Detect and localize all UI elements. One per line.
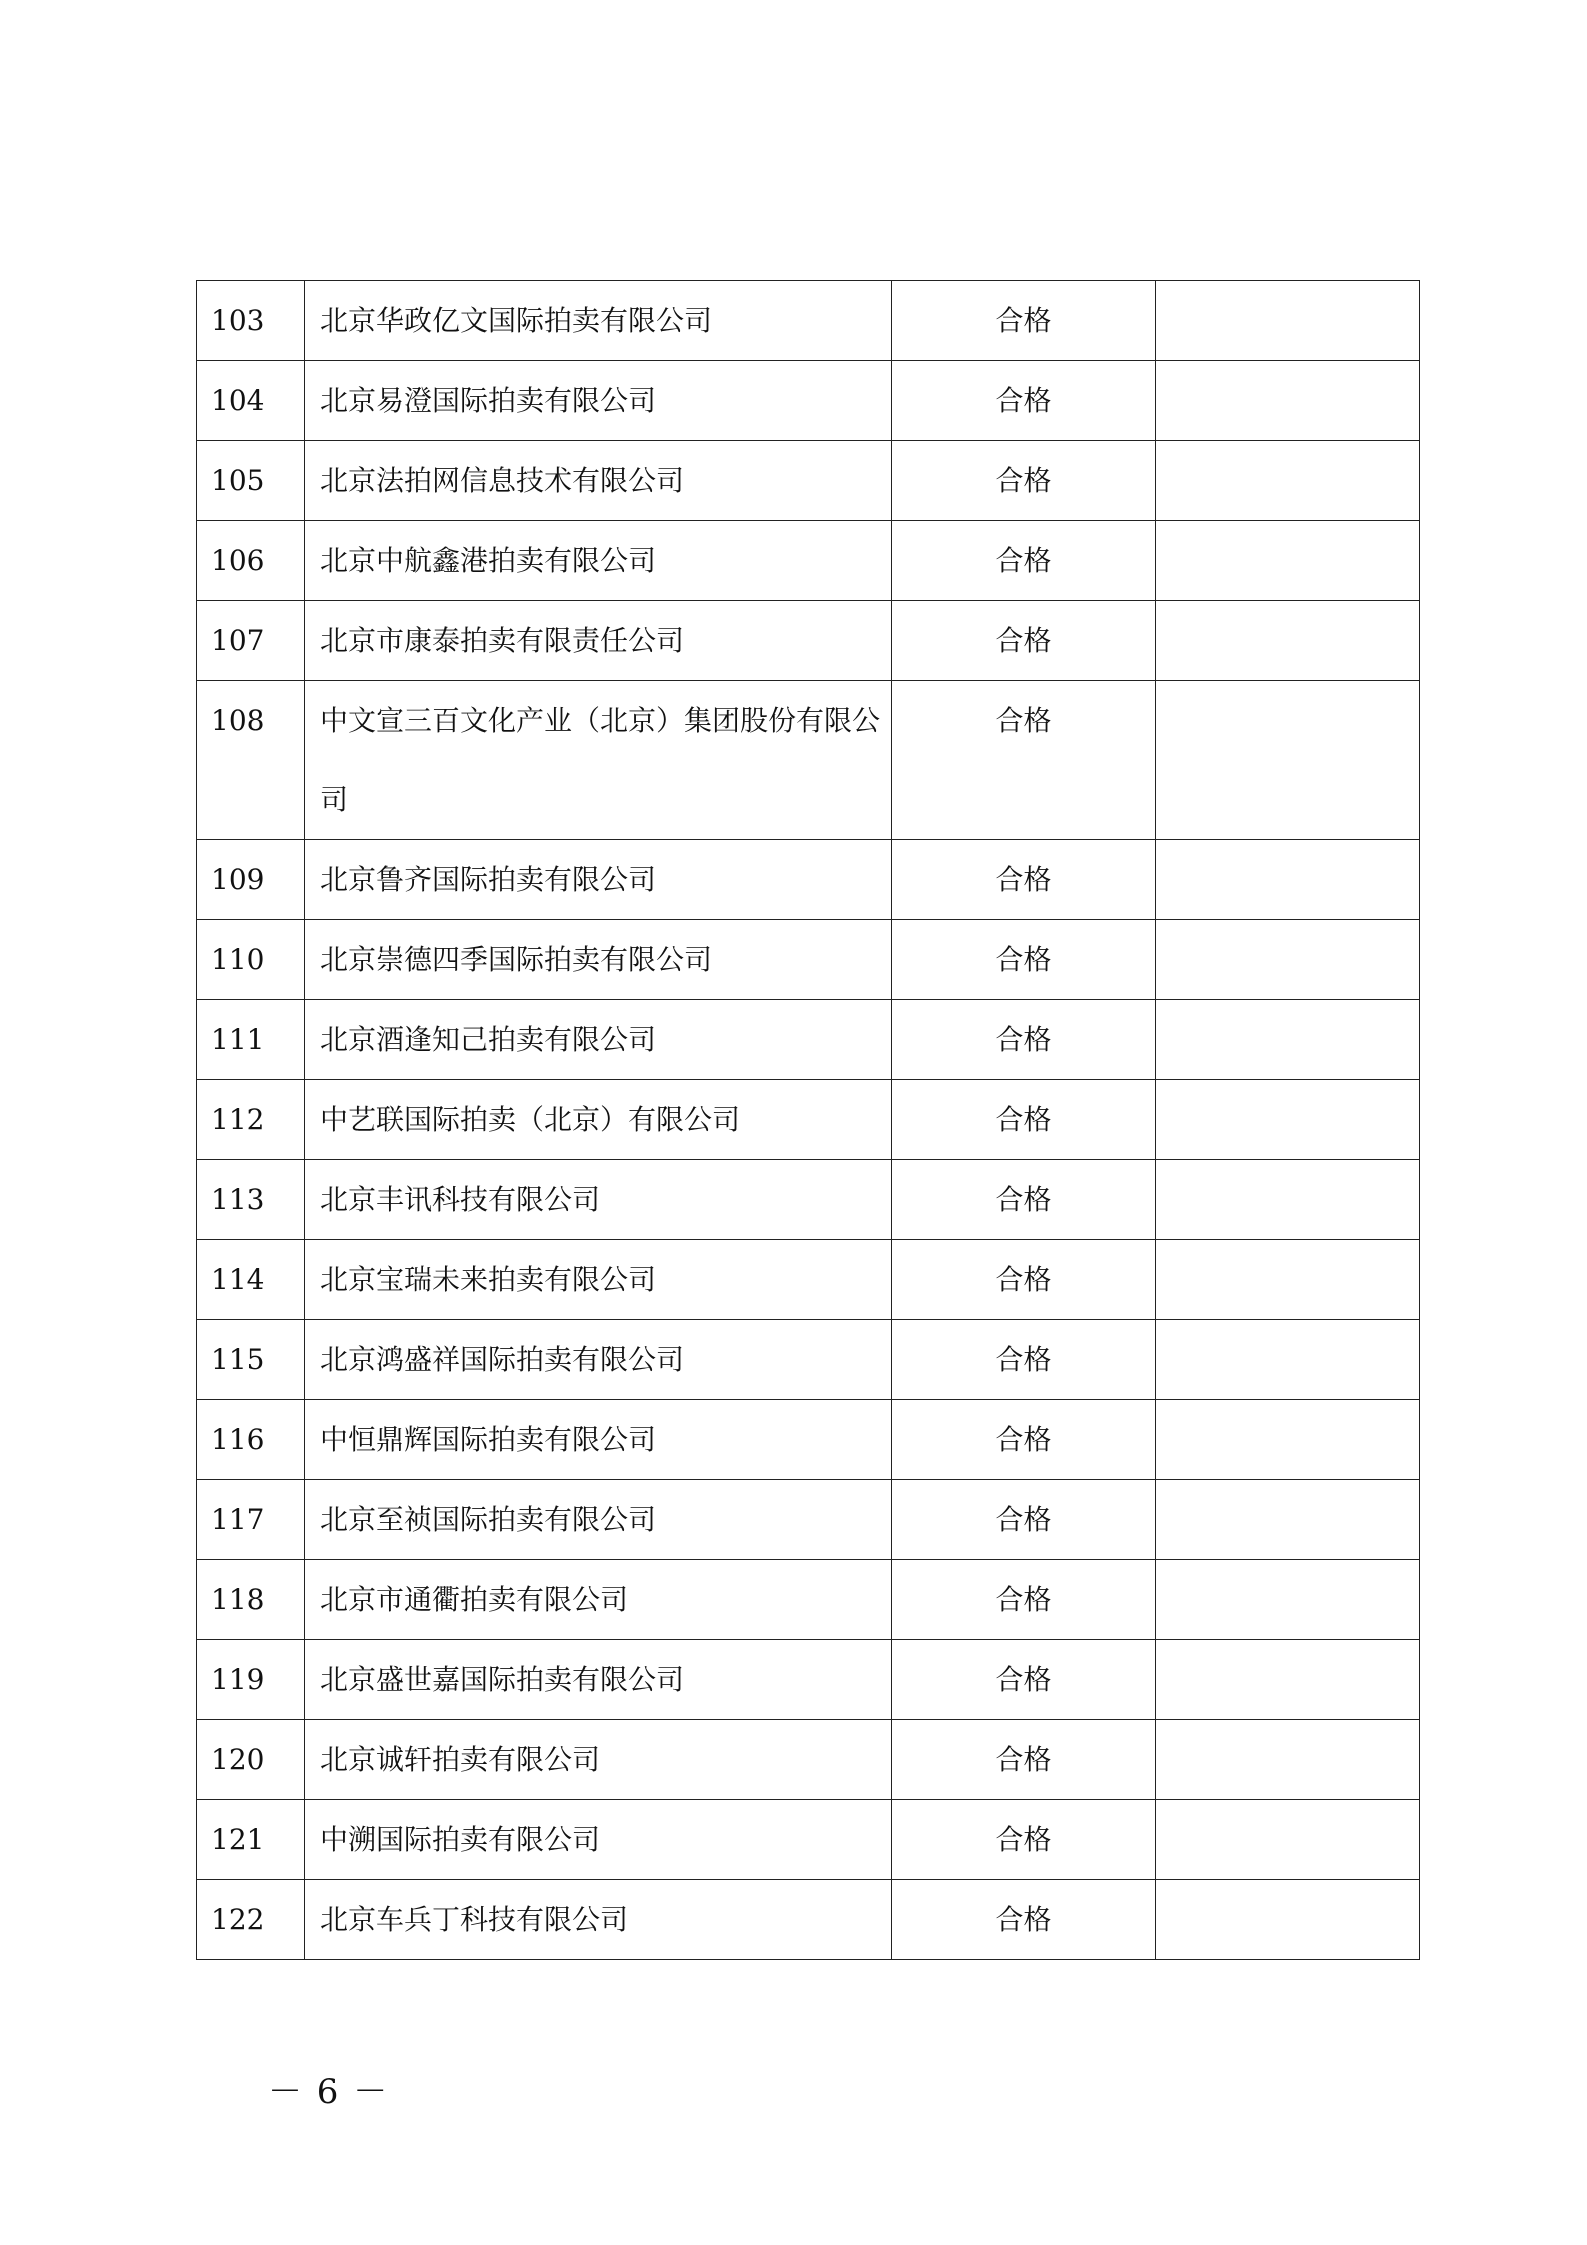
table-row — [197, 1480, 1420, 1560]
company-name-cell: 中恒鼎辉国际拍卖有限公司 — [305, 1400, 892, 1480]
result-cell: 合格 — [892, 521, 1156, 601]
row-number-cell: 115 — [197, 1320, 305, 1400]
note-cell — [1156, 601, 1420, 681]
row-number-cell: 104 — [197, 361, 305, 441]
company-name-cell: 北京车兵丁科技有限公司 — [305, 1880, 892, 1960]
company-name-cell: 中艺联国际拍卖（北京）有限公司 — [305, 1080, 892, 1160]
table-row — [197, 1560, 1420, 1640]
note-cell — [1156, 521, 1420, 601]
row-number-cell: 114 — [197, 1240, 305, 1320]
result-cell: 合格 — [892, 361, 1156, 441]
table-row — [197, 1240, 1420, 1320]
page-number: － 6 － — [268, 2072, 390, 2112]
company-name-cell: 北京酒逢知己拍卖有限公司 — [305, 1000, 892, 1080]
note-cell — [1156, 1160, 1420, 1240]
result-cell: 合格 — [892, 1080, 1156, 1160]
result-cell: 合格 — [892, 441, 1156, 521]
note-cell — [1156, 1800, 1420, 1880]
table-body — [197, 281, 1420, 1960]
row-number-cell: 106 — [197, 521, 305, 601]
result-cell: 合格 — [892, 920, 1156, 1000]
row-number-cell: 121 — [197, 1800, 305, 1880]
table-row — [197, 1400, 1420, 1480]
table-row — [197, 521, 1420, 601]
note-cell — [1156, 1240, 1420, 1320]
company-name-cell: 北京中航鑫港拍卖有限公司 — [305, 521, 892, 601]
company-name-cell: 北京法拍网信息技术有限公司 — [305, 441, 892, 521]
result-cell: 合格 — [892, 840, 1156, 920]
company-name-cell: 北京鸿盛祥国际拍卖有限公司 — [305, 1320, 892, 1400]
result-cell: 合格 — [892, 1480, 1156, 1560]
result-cell: 合格 — [892, 1720, 1156, 1800]
row-number-cell: 113 — [197, 1160, 305, 1240]
table-row — [197, 920, 1420, 1000]
company-name-cell: 北京华政亿文国际拍卖有限公司 — [305, 281, 892, 361]
table-row — [197, 1160, 1420, 1240]
table-row — [197, 1080, 1420, 1160]
note-cell — [1156, 1080, 1420, 1160]
row-number-cell: 122 — [197, 1880, 305, 1960]
result-cell: 合格 — [892, 1640, 1156, 1720]
result-cell: 合格 — [892, 601, 1156, 681]
table-row — [197, 1000, 1420, 1080]
result-cell: 合格 — [892, 1240, 1156, 1320]
note-cell — [1156, 1400, 1420, 1480]
row-number-cell: 118 — [197, 1560, 305, 1640]
result-cell: 合格 — [892, 281, 1156, 361]
note-cell — [1156, 1640, 1420, 1720]
row-number-cell: 119 — [197, 1640, 305, 1720]
company-name-cell: 北京市通衢拍卖有限公司 — [305, 1560, 892, 1640]
company-name-cell: 北京盛世嘉国际拍卖有限公司 — [305, 1640, 892, 1720]
row-number-cell: 107 — [197, 601, 305, 681]
row-number-cell: 109 — [197, 840, 305, 920]
company-name-cell: 北京至祯国际拍卖有限公司 — [305, 1480, 892, 1560]
table-row — [197, 281, 1420, 361]
row-number-cell: 105 — [197, 441, 305, 521]
row-number-cell: 111 — [197, 1000, 305, 1080]
company-name-cell: 北京宝瑞未来拍卖有限公司 — [305, 1240, 892, 1320]
row-number-cell: 117 — [197, 1480, 305, 1560]
row-number-cell: 108 — [197, 681, 305, 840]
row-number-cell: 112 — [197, 1080, 305, 1160]
company-name-cell: 北京丰讯科技有限公司 — [305, 1160, 892, 1240]
results-table — [196, 280, 1420, 1960]
company-name-cell: 北京鲁齐国际拍卖有限公司 — [305, 840, 892, 920]
table-row — [197, 681, 1420, 840]
row-number-cell: 103 — [197, 281, 305, 361]
company-name-cell: 北京崇德四季国际拍卖有限公司 — [305, 920, 892, 1000]
row-number-cell: 110 — [197, 920, 305, 1000]
note-cell — [1156, 441, 1420, 521]
company-name-cell: 中文宣三百文化产业（北京）集团股份有限公司 — [305, 681, 892, 840]
result-cell: 合格 — [892, 1320, 1156, 1400]
result-cell: 合格 — [892, 1400, 1156, 1480]
row-number-cell: 116 — [197, 1400, 305, 1480]
result-cell: 合格 — [892, 1160, 1156, 1240]
table-row — [197, 1640, 1420, 1720]
table-row — [197, 441, 1420, 521]
result-cell: 合格 — [892, 681, 1156, 840]
result-cell: 合格 — [892, 1800, 1156, 1880]
result-cell: 合格 — [892, 1560, 1156, 1640]
company-name-cell: 北京易澄国际拍卖有限公司 — [305, 361, 892, 441]
result-cell: 合格 — [892, 1880, 1156, 1960]
note-cell — [1156, 681, 1420, 840]
company-name-cell: 中溯国际拍卖有限公司 — [305, 1800, 892, 1880]
table-row — [197, 361, 1420, 441]
result-cell: 合格 — [892, 1000, 1156, 1080]
table-row — [197, 840, 1420, 920]
note-cell — [1156, 361, 1420, 441]
table-row — [197, 1320, 1420, 1400]
note-cell — [1156, 1720, 1420, 1800]
note-cell — [1156, 281, 1420, 361]
note-cell — [1156, 1480, 1420, 1560]
table-row — [197, 1800, 1420, 1880]
note-cell — [1156, 1320, 1420, 1400]
note-cell — [1156, 1560, 1420, 1640]
table-row — [197, 601, 1420, 681]
note-cell — [1156, 920, 1420, 1000]
row-number-cell: 120 — [197, 1720, 305, 1800]
note-cell — [1156, 1000, 1420, 1080]
note-cell — [1156, 840, 1420, 920]
company-name-cell: 北京市康泰拍卖有限责任公司 — [305, 601, 892, 681]
company-name-cell: 北京诚轩拍卖有限公司 — [305, 1720, 892, 1800]
table-row — [197, 1720, 1420, 1800]
table-row — [197, 1880, 1420, 1960]
note-cell — [1156, 1880, 1420, 1960]
